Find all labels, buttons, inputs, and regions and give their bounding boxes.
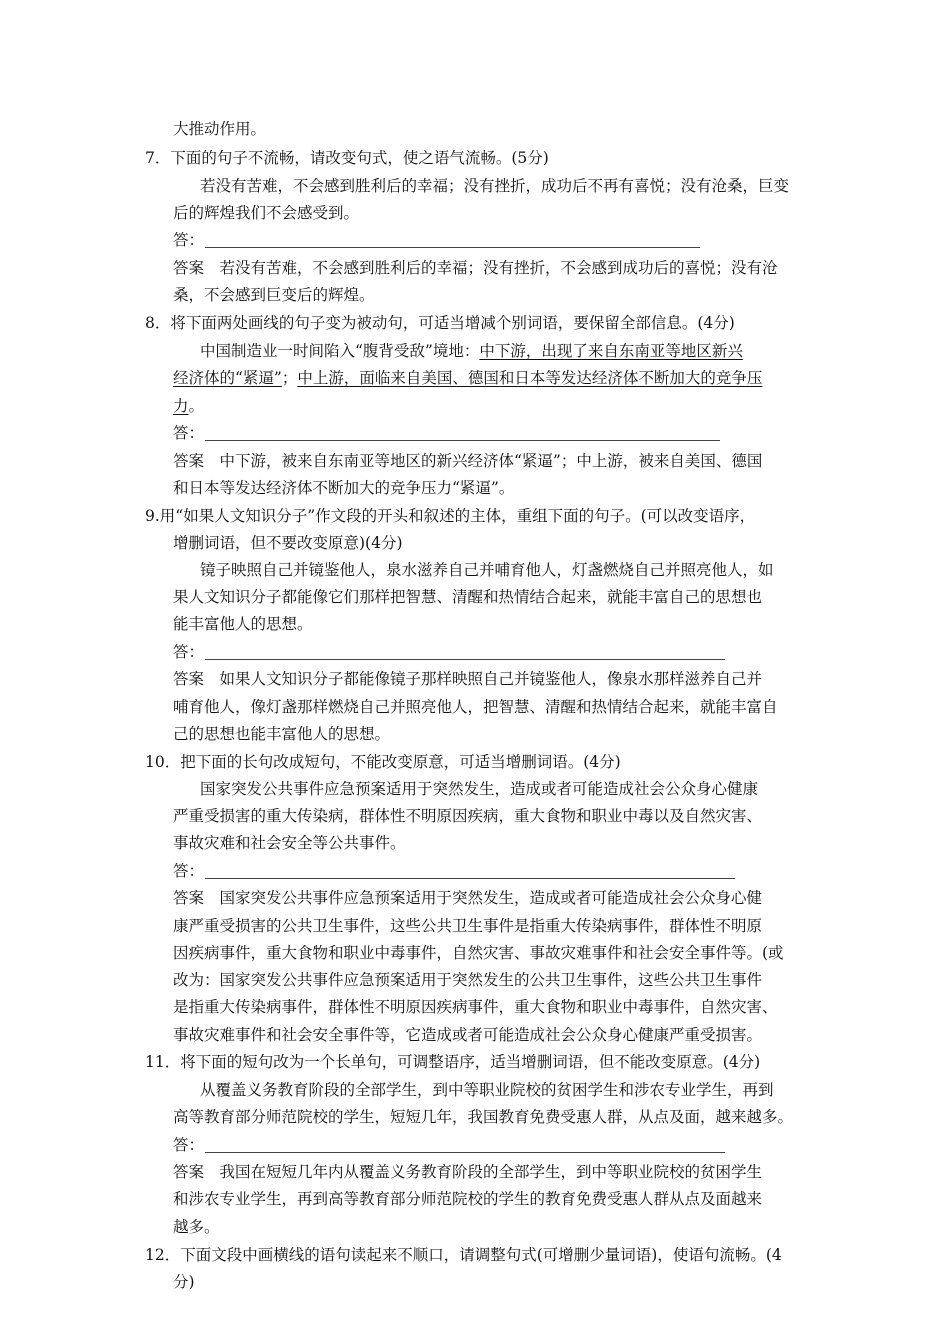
question-10-answer-line: 康严重受损害的公共卫生事件，这些公共卫生事件是指重大传染病事件，群体性不明原 bbox=[173, 917, 763, 935]
passage-text: 。 bbox=[188, 397, 205, 415]
text-line: 大推动作用。 bbox=[173, 120, 267, 138]
question-9-answer-line: 哺育他人，像灯盏那样燃烧自己并照亮他人，把智慧、清醒和热情结合起来，就能丰富自 bbox=[173, 698, 778, 716]
question-7-passage-line: 若没有苦难，不会感到胜利后的幸福；没有挫折，成功后不再有喜悦；没有沧桑，巨变 bbox=[200, 177, 790, 195]
passage-text: 中国制造业一时间陷入“腹背受敌”境地： bbox=[200, 342, 480, 360]
question-9-passage-line: 果人文知识分子都能像它们那样把智慧、清醒和热情结合起来，就能丰富自己的思想也 bbox=[173, 588, 763, 606]
question-7-passage-line: 后的辉煌我们不会感受到。 bbox=[173, 204, 360, 222]
question-12-title-line: 分) bbox=[173, 1273, 195, 1291]
question-11-answer-line: 越多。 bbox=[173, 1218, 220, 1236]
question-10-passage-line: 事故灾难和社会安全等公共事件。 bbox=[173, 834, 406, 852]
question-11-passage-line: 高等教育部分师范院校的学生，短短几年，我国教育免费受惠人群，从点及面，越来越多。 bbox=[173, 1108, 794, 1126]
answer-label: 答： bbox=[173, 231, 205, 249]
question-10-answer-line: 是指重大传染病事件，群体性不明原因疾病事件，重大食物和职业中毒事件，自然灾害、 bbox=[173, 998, 778, 1016]
question-9-passage-line: 能丰富他人的思想。 bbox=[173, 615, 313, 633]
answer-blank-line bbox=[205, 878, 735, 879]
underlined-sentence: 经济体的“紧逼” bbox=[173, 369, 282, 387]
question-11-title: 11．将下面的短句改为一个长单句，可调整语序，适当增删词语，但不能改变原意。(4分) bbox=[145, 1053, 761, 1071]
question-8-answer-line: 答案 中下游，被来自东南亚等地区的新兴经济体“紧逼”；中上游，被来自美国、德国 bbox=[173, 452, 763, 470]
answer-blank-line bbox=[205, 1152, 725, 1153]
question-12-title: 12．下面文段中画横线的语句读起来不顺口，请调整句式(可增删少量词语)，使语句流畅。(4 bbox=[145, 1246, 782, 1264]
question-10-answer-line: 答案 国家突发公共事件应急预案适用于突然发生，造成或者可能造成社会公众身心健 bbox=[173, 889, 763, 907]
answer-blank-line bbox=[205, 659, 725, 660]
answer-label: 答： bbox=[173, 862, 205, 880]
question-7-answer-line: 答案 若没有苦难，不会感到胜利后的幸福；没有挫折，不会感到成功后的喜悦；没有沧 bbox=[173, 259, 778, 277]
underlined-sentence: 中上游，面临来自美国、德国和日本等发达经济体不断加大的竞争压 bbox=[297, 369, 763, 387]
passage-text: ； bbox=[281, 369, 298, 387]
question-8-passage-line bbox=[200, 340, 743, 362]
question-9-answer-line: 己的思想也能丰富他人的思想。 bbox=[173, 725, 391, 743]
question-9-answer-line: 答案 如果人文知识分子都能像镜子那样映照自己并镜鉴他人，像泉水那样滋养自己并 bbox=[173, 670, 763, 688]
question-9-passage-line: 镜子映照自己并镜鉴他人，泉水滋养自己并哺育他人，灯盏燃烧自己并照亮他人，如 bbox=[200, 561, 774, 579]
question-10-answer-line: 因疾病事件，重大食物和职业中毒事件，自然灾害、事故灾难事件和社会安全事件等。(或 bbox=[173, 944, 784, 962]
question-9-title-line: 增删词语，但不要改变原意)(4分) bbox=[173, 534, 403, 552]
question-7-answer-line: 桑，不会感到巨变后的辉煌。 bbox=[173, 286, 375, 304]
question-11-passage-line: 从覆盖义务教育阶段的全部学生，到中等职业院校的贫困学生和涉农专业学生，再到 bbox=[200, 1081, 774, 1099]
underlined-sentence: 中下游，出现了来自东南亚等地区新兴 bbox=[479, 342, 743, 360]
question-11-answer-line: 答案 我国在短短几年内从覆盖义务教育阶段的全部学生，到中等职业院校的贫困学生 bbox=[173, 1163, 763, 1181]
question-10-answer-line: 事故灾难事件和社会安全事件等，它造成或者可能造成社会公众身心健康严重受损害。 bbox=[173, 1026, 763, 1044]
question-10-answer-line: 改为：国家突发公共事件应急预案适用于突然发生的公共卫生事件，这些公共卫生事件 bbox=[173, 971, 763, 989]
underlined-sentence: 力 bbox=[173, 397, 189, 415]
question-11-answer-line: 和涉农专业学生，再到高等教育部分师范院校的学生的教育免费受惠人群从点及面越来 bbox=[173, 1190, 763, 1208]
question-10-title: 10．把下面的长句改成短句，不能改变原意，可适当增删词语。(4分) bbox=[145, 753, 621, 771]
question-8-answer-line: 和日本等发达经济体不断加大的竞争压力“紧逼”。 bbox=[173, 479, 515, 497]
answer-label: 答： bbox=[173, 1136, 205, 1154]
question-10-passage-line: 国家突发公共事件应急预案适用于突然发生，造成或者可能造成社会公众身心健康 bbox=[200, 780, 759, 798]
answer-blank-line bbox=[205, 247, 700, 248]
question-9-title: 9.用“如果人文知识分子”作文段的开头和叙述的主体，重组下面的句子。(可以改变语序， bbox=[145, 507, 756, 525]
question-8-passage-line bbox=[173, 395, 204, 417]
answer-label: 答： bbox=[173, 424, 205, 442]
question-8-passage-line bbox=[173, 367, 762, 389]
question-7-title: 7．下面的句子不流畅，请改变句式，使之语气流畅。(5分) bbox=[145, 149, 549, 167]
question-8-title: 8．将下面两处画线的句子变为被动句，可适当增减个别词语，要保留全部信息。(4分) bbox=[145, 314, 735, 332]
answer-blank-line bbox=[205, 440, 720, 441]
answer-label: 答： bbox=[173, 643, 205, 661]
question-10-passage-line: 严重受损害的重大传染病，群体性不明原因疾病，重大食物和职业中毒以及自然灾害、 bbox=[173, 807, 763, 825]
